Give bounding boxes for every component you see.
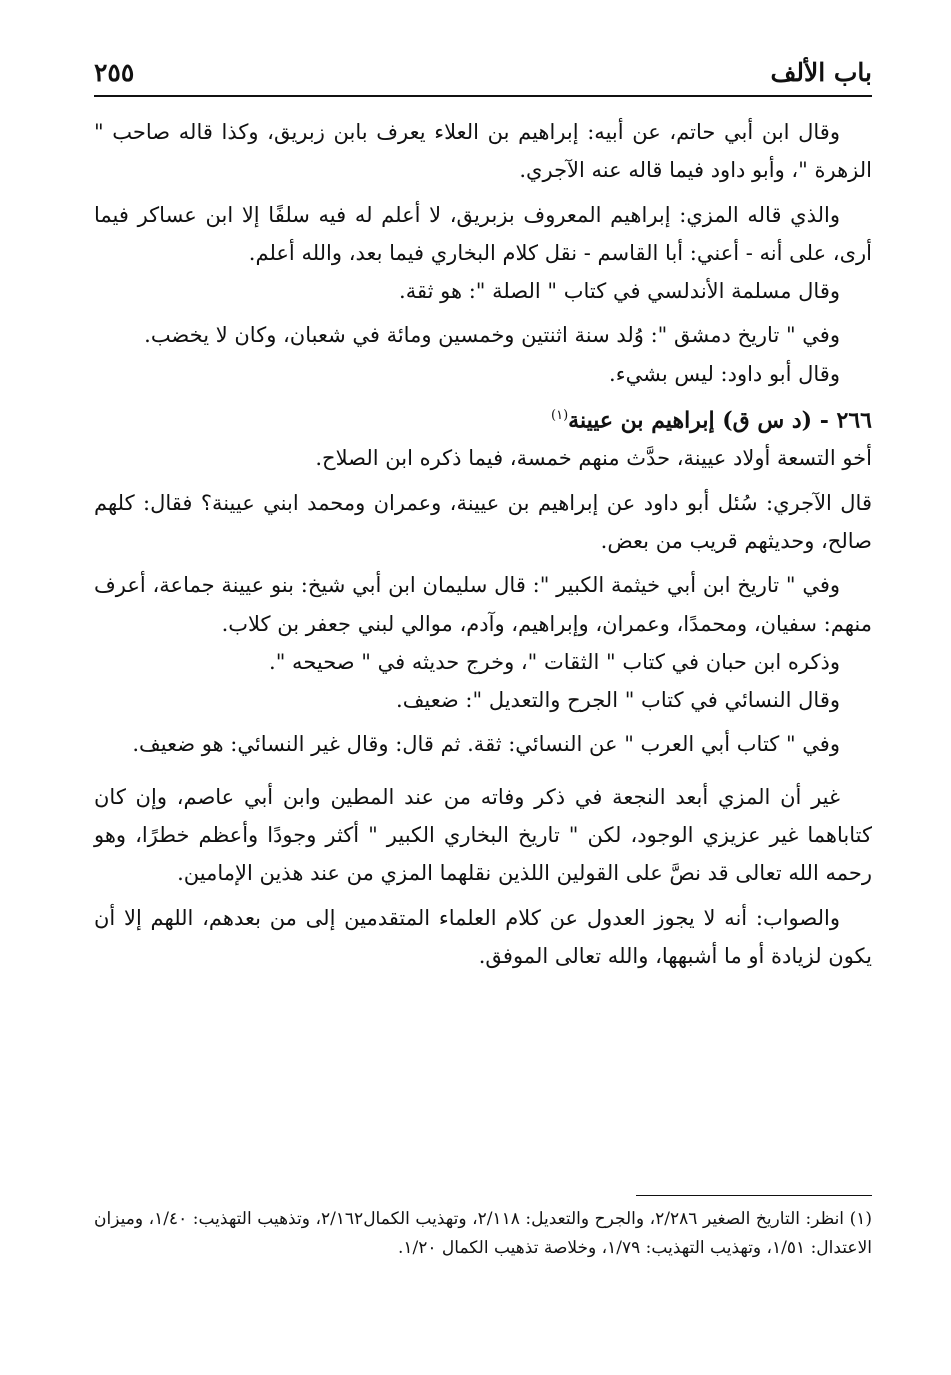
footnote-marker: (١): [551, 408, 569, 424]
chapter-title: باب الألف: [770, 58, 872, 87]
paragraph: وفي " كتاب أبي العرب " عن النسائي: ثقة. ثم قال: وقال غير النسائي: هو ضعيف.: [132, 732, 840, 757]
paragraph: وذكره ابن حبان في كتاب " الثقات "، وخرج حديثه في " صحيحه ".: [269, 649, 840, 674]
paragraph: والذي قاله المزي: إبراهيم المعروف بزبريق، لا أعلم له فيه سلفًا إلا ابن عساكر فيما أرى، على أنه - أعني: أبا القاسم - نقل كلام البخاري فيما بعد، والله أعلم.: [94, 202, 872, 265]
footnote: (١) انظر: التاريخ الصغير ٢/٢٨٦، والجرح والتعديل: ٢/١١٨، وتهذيب الكمال٢/١٦٢، وتذهيب التهذيب: ١/٤٠، وميزان الاعتدال: ١/٥١، وتهذيب التهذيب: ١/٧٩، وخلاصة تذهيب الكمال ١/٢٠.: [94, 1209, 872, 1258]
footnote-divider: [636, 1195, 872, 1196]
paragraph: وقال ابن أبي حاتم، عن أبيه: إبراهيم بن العلاء يعرف بابن زبريق، وكذا قاله صاحب " الزهرة "، وأبو داود فيما قاله عنه الآجري.: [94, 120, 872, 183]
main-text: [94, 113, 872, 975]
paragraph: وقال النسائي في كتاب " الجرح والتعديل ": ضعيف.: [396, 688, 840, 713]
paragraph: غير أن المزي أبعد النجعة في ذكر وفاته من عند المطين وابن أبي عاصم، وإن كان كتاباهما غير عزيزي الوجود، لكن " تاريخ البخاري الكبير " أكثر وجودًا وأعظم خطرًا، وهو رحمه الله تعالى قد نصَّ على القولين اللذين نقلهما المزي من عند هذين الإمامين.: [94, 784, 872, 886]
paragraph: وقال أبو داود: ليس بشيء.: [609, 361, 840, 386]
header-divider: [94, 95, 872, 97]
paragraph: وفي " تاريخ دمشق ": وُلد سنة اثنتين وخمسين ومائة في شعبان، وكان لا يخضب.: [144, 323, 840, 348]
paragraph: وفي " تاريخ ابن أبي خيثمة الكبير ": قال سليمان ابن أبي شيخ: بنو عيينة جماعة، أعرف منهم: سفيان، ومحمدًا، وعمران، وإبراهيم، وآدم، موالي لبني جعفر بن كلاب.: [94, 573, 872, 636]
page-number: ٢٥٥: [94, 58, 135, 87]
paragraph: أخو التسعة أولاد عيينة، حدَّث منهم خمسة، فيما ذكره ابن الصلاح.: [315, 446, 872, 471]
paragraph: والصواب: أنه لا يجوز العدول عن كلام العلماء المتقدمين إلى من بعدهم، اللهم إلا أن يكون لزيادة أو ما أشبهها، والله تعالى الموفق.: [94, 905, 872, 968]
entry-title: ٢٦٦ - (د س ق) إبراهيم بن عيينة: [568, 407, 872, 434]
paragraph: قال الآجري: سُئل أبو داود عن إبراهيم بن عيينة، وعمران ومحمد ابني عيينة؟ فقال: كلهم صالح، وحديثهم قريب من بعض.: [94, 490, 872, 553]
paragraph: وقال مسلمة الأندلسي في كتاب " الصلة ": هو ثقة.: [399, 279, 840, 304]
entry-heading: [94, 397, 872, 439]
running-header: [94, 58, 872, 92]
